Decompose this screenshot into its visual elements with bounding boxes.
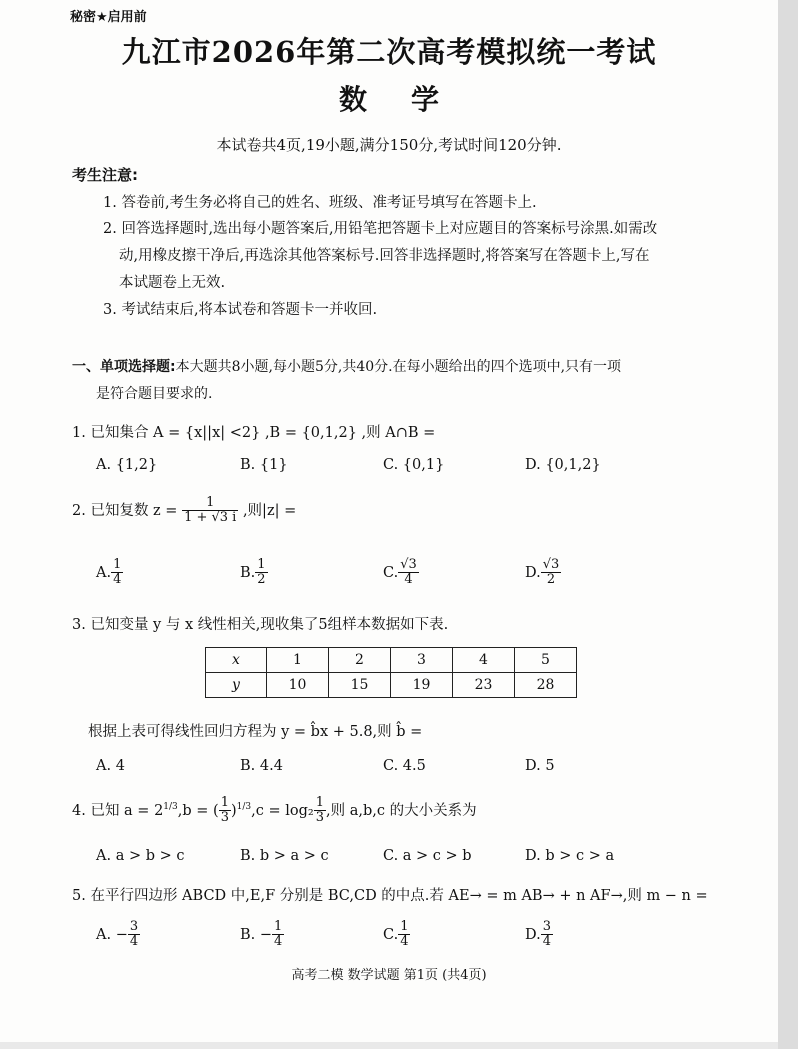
- question-2-stem: 2. 已知复数 z = $\frac{1}{1 + √3 i}$ ,则|z| =: [72, 495, 297, 526]
- question-4-stem: 4. 已知 $a = 2^{1/3},b$ = ( $\frac{1}{3}$ )$^{1/3}$,c = log₂ $\frac{1}{3}$ ,则 a,b,c 的大小关系为: [72, 795, 477, 826]
- q5-option-b: B. − $\frac{1}{4}$: [240, 919, 283, 950]
- section-heading-line2: 是符合题目要求的.: [96, 386, 213, 402]
- notice-heading: 考生注意:: [72, 166, 138, 184]
- table-cell: 10: [267, 673, 329, 698]
- table-cell: 15: [329, 673, 391, 698]
- q5-option-d: D. $\frac{3}{4}$: [525, 919, 551, 950]
- table-cell: 1: [267, 648, 329, 673]
- secret-label: 秘密★启用前: [70, 10, 147, 25]
- q4-option-a: A. a > b > c: [96, 848, 185, 864]
- exam-info: 本试卷共4页,19小题,满分150分,考试时间120分钟.: [216, 136, 562, 154]
- table-cell: 5: [515, 648, 577, 673]
- q4-option-c: C. a > c > b: [383, 848, 472, 864]
- q1-option-d: D. {0,1,2}: [525, 457, 601, 473]
- question-3-followup: 根据上表可得线性回归方程为 y = b̂x + 5.8,则 b̂ =: [88, 724, 423, 740]
- q1-option-a: A. {1,2}: [96, 457, 158, 473]
- table-cell: y: [206, 673, 267, 698]
- table-cell: 19: [391, 673, 453, 698]
- sample-data-table: [205, 647, 577, 698]
- q4-option-b: B. b > a > c: [240, 848, 329, 864]
- subject-title: 数 学: [338, 83, 440, 116]
- q2-option-c: C. $\frac{√3}{4}$: [383, 557, 417, 588]
- q1-option-b: B. {1}: [240, 457, 288, 473]
- q3-option-d: D. 5: [525, 758, 555, 774]
- question-1-stem: 1. 已知集合 A = {x||x| <2} ,B = {0,1,2} ,则 A∩B =: [72, 425, 436, 441]
- notice-line-3: 动,用橡皮擦干净后,再选涂其他答案标号.回答非选择题时,将答案写在答题卡上,写在: [119, 248, 650, 264]
- section-heading: 一、单项选择题:本大题共8小题,每小题5分,共40分.在每小题给出的四个选项中,只有一项: [72, 359, 622, 375]
- exam-title: 九江市2026年第二次高考模拟统一考试: [121, 35, 657, 69]
- q3-option-a: A. 4: [96, 758, 125, 774]
- notice-line-5: 3. 考试结束后,将本试卷和答题卡一并收回.: [103, 302, 378, 318]
- table-cell: 23: [453, 673, 515, 698]
- table-cell: 28: [515, 673, 577, 698]
- question-5-stem: 5. 在平行四边形 ABCD 中,E,F 分别是 BC,CD 的中点.若 AE→ = m AB→ + n AF→,则 m − n =: [72, 888, 708, 904]
- q2-option-d: D. $\frac{√3}{2}$: [525, 557, 560, 588]
- page-footer: 高考二模 数学试题 第1页 (共4页): [291, 968, 487, 983]
- q1-option-c: C. {0,1}: [383, 457, 445, 473]
- table-cell: 3: [391, 648, 453, 673]
- notice-line-1: 1. 答卷前,考生务必将自己的姓名、班级、准考证号填写在答题卡上.: [103, 195, 537, 211]
- q5-option-c: C. $\frac{1}{4}$: [383, 919, 409, 950]
- table-cell: x: [206, 648, 267, 673]
- q2-option-b: B. $\frac{1}{2}$: [240, 557, 266, 588]
- q3-option-c: C. 4.5: [383, 758, 426, 774]
- table-cell: 2: [329, 648, 391, 673]
- page-edge: [778, 0, 798, 1049]
- q5-option-a: A. − $\frac{3}{4}$: [96, 919, 139, 950]
- q3-option-b: B. 4.4: [240, 758, 283, 774]
- notice-line-2: 2. 回答选择题时,选出每小题答案后,用铅笔把答题卡上对应题目的答案标号涂黑.如需改: [103, 221, 658, 237]
- q4-option-d: D. b > c > a: [525, 848, 615, 864]
- q2-fraction: $\frac{1}{1 + √3 i}$: [184, 495, 237, 526]
- table-row-y: [206, 673, 577, 698]
- question-3-stem: 3. 已知变量 y 与 x 线性相关,现收集了5组样本数据如下表.: [72, 617, 449, 633]
- notice-line-4: 本试题卷上无效.: [119, 275, 226, 291]
- table-row-x: [206, 648, 577, 673]
- q2-option-a: A. $\frac{1}{4}$: [96, 557, 122, 588]
- table-cell: 4: [453, 648, 515, 673]
